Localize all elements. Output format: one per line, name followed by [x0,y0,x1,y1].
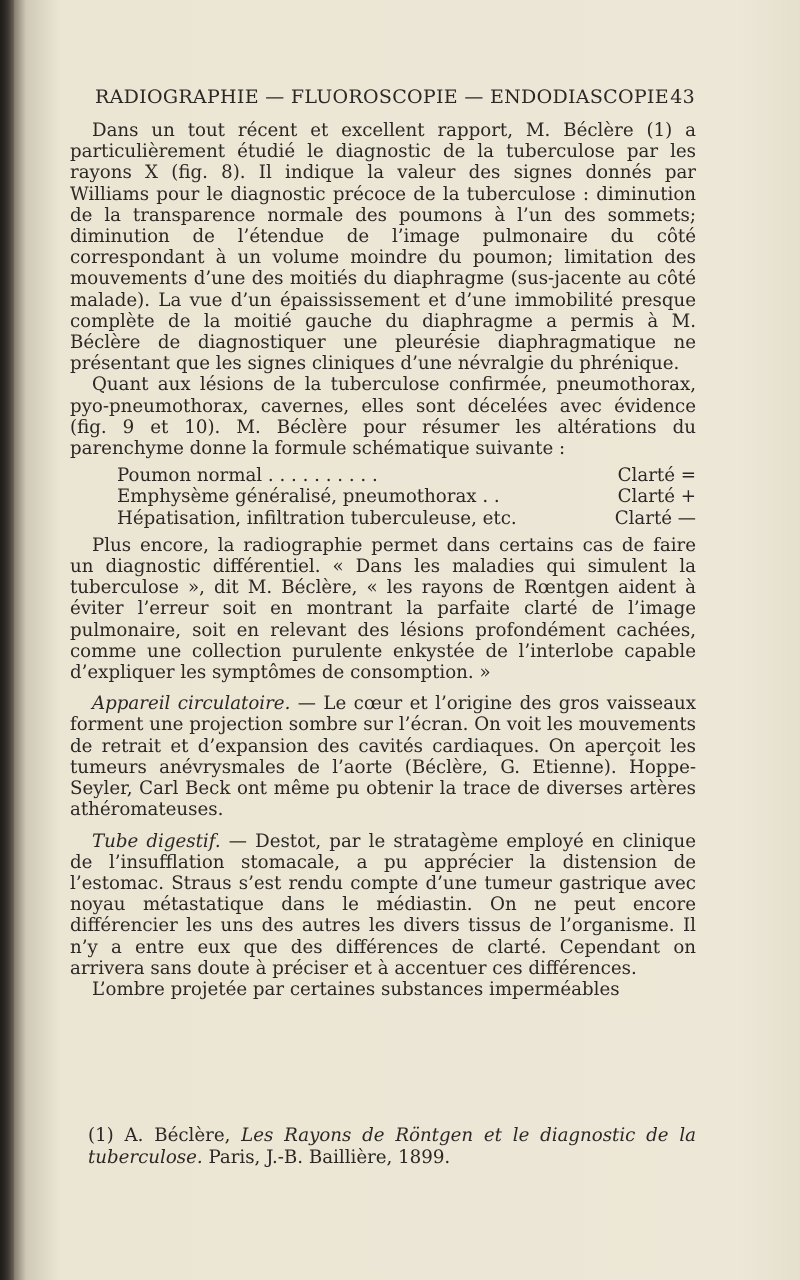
footnote-prefix: (1) A. Béclère, [88,1125,242,1146]
binding-shadow [0,0,14,1280]
page-number: 43 [670,86,695,108]
formula-value: Clarté + [617,486,696,508]
formula-row [70,486,696,507]
footnote-suffix: Paris, J.-B. Baillière, 1899. [202,1146,451,1168]
section-heading-digestive: Tube digestif. [92,830,221,852]
paragraph-tuberculosis-diagnosis: Dans un tout récent et excellent rapport, M. Béclère (1) a particulièrement étudié le diagnostic de la tuberculose par les rayons X (fig. 8). Il indique la valeur des signes donnés par Williams pour le diagnostic précoce de la tuberculose : diminution de la transparence normale des poumons à l’un des sommets; diminution de l’étendue de l’image pulmonaire du côté correspondant à un volume moindre du poumon; limitation des mouvements d’une des moitiés du diaphragme (sus-jacente au côté malade). La vue d’un épaississement et d’une immobilité presque complète de la moitié gauche du diaphragme a permis à M. Béclère de diagnostiquer une pleurésie diaphragmatique ne présentant que les signes cliniques d’une névralgie du phrénique. [70,120,696,375]
formula-label: Hépatisation, infiltration tuberculeuse, etc. [117,507,517,529]
formula-value: Clarté — [614,507,696,529]
formula-value: Clarté = [617,465,696,487]
section-heading-circulatory: Appareil circulatoire. [92,693,291,715]
spacer [70,821,696,831]
main-text [70,120,696,1000]
formula-row [70,508,696,529]
paragraph-digestive [70,831,696,979]
formula-label: Poumon normal . . . . . . . . . . [117,465,378,487]
spacer [70,683,696,693]
formula-row [70,465,696,486]
formula-label: Emphysème généralisé, pneumothorax . . [117,486,500,508]
paragraph-circulatory [70,693,696,820]
paragraph-confirmed-lesions: Quant aux lésions de la tuberculose confirmée, pneumothorax, pyo-pneumothorax, cavernes, elles sont décelées avec évidence (fig. 9 et 10). M. Béclère pour résumer les altérations du parenchyme donne la formule schématique suivante : [70,374,696,460]
paragraph-opaque-substances: L’ombre projetée par certaines substances imperméables [92,978,620,1000]
running-title: RADIOGRAPHIE — FLUOROSCOPIE — ENDODIASCOPIE [95,86,669,108]
paragraph-digestive-text: — Destot, par le stratagème employé en clinique de l’insufflation stomacale, a pu apprécier la distension de l’estomac. Straus s’est rendu compte d’une tumeur gastrique avec noyau métastatique dans le médiastin. On ne peut encore différencier les uns des autres les divers tissus de l’organisme. Il n’y a entre eux que des différences de clarté. Cependant on arrivera sans doute à préciser et à accentuer ces différences. [70,830,696,979]
schematic-formula [70,465,696,529]
paragraph-circulatory-text: — Le cœur et l’origine des gros vaisseaux forment une projection sombre sur l’écran. On voit les mouvements de retrait et d’expansion des cavités cardiaques. On aperçoit les tumeurs anévrysmales de l’aorte (Béclère, G. Etienne). Hoppe-Seyler, Carl Beck ont même pu obtenir la trace de diverses artères athéromateuses. [70,693,696,821]
footnote-title: Les Rayons de Röntgen et le diagnostic de la tuberculose. [88,1125,696,1168]
paragraph-differential-diagnosis: Plus encore, la radiographie permet dans certains cas de faire un diagnostic différentiel. « Dans les maladies qui simulent la tuberculose », dit M. Béclère, « les rayons de Rœntgen aident à éviter l’erreur soit en montrant la parfaite clarté de l’image pulmonaire, soit en relevant des lésions profondément cachées, comme une collection purulente enkystée de l’interlobe capable d’expliquer les symptômes de consomption. » [70,534,696,684]
footnote [88,1125,696,1168]
